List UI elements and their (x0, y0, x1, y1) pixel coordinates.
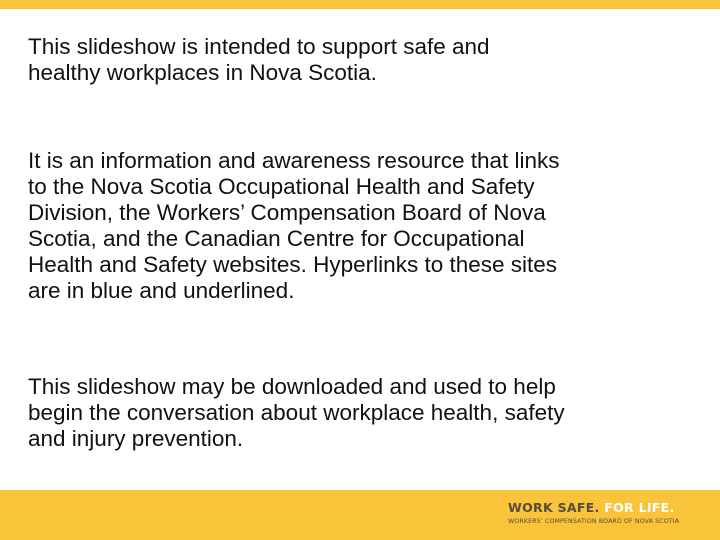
logo-organization: WORKERS’ COMPENSATION BOARD OF NOVA SCOTIA (508, 518, 680, 525)
top-accent-bar (0, 0, 720, 9)
logo-tagline (508, 500, 675, 515)
wcb-logo (508, 500, 688, 530)
logo-tagline-for-life: FOR LIFE. (599, 500, 675, 515)
footer-bar (0, 490, 720, 540)
intro-paragraph: This slideshow is intended to support safe and healthy workplaces in Nova Scotia. (28, 34, 490, 85)
resource-paragraph: It is an information and awareness resource that links to the Nova Scotia Occupational Health and Safety Division, the Workers’ Compensation Board of Nova Scotia, and the Canadian Centre for Occupational Health and Safety websites. Hyperlinks to these sites are in blue and underlined. (28, 148, 560, 303)
logo-tagline-work-safe: WORK SAFE. (508, 500, 600, 515)
usage-paragraph: This slideshow may be downloaded and used to help begin the conversation about workplace health, safety and injury prevention. (28, 374, 565, 451)
